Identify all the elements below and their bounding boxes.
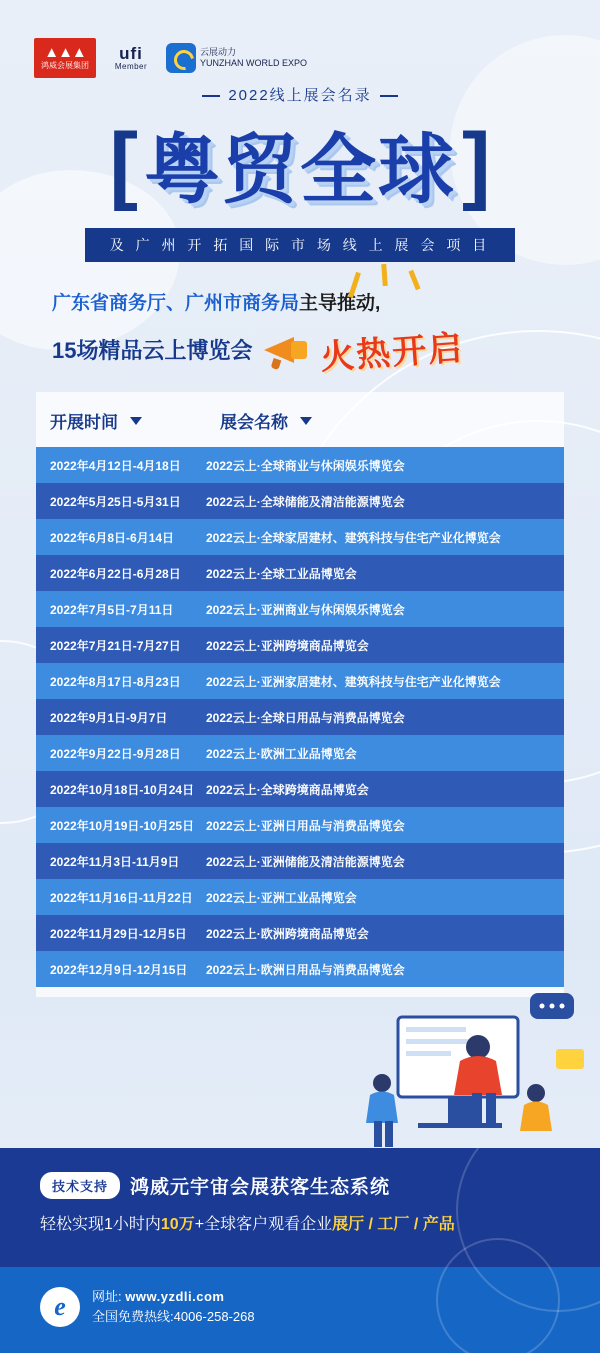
promo-line-2 <box>52 325 600 377</box>
hongwei-mark: ▲▲▲ <box>44 44 86 61</box>
header-eyebrow: 2022线上展会名录 <box>202 84 397 105</box>
table-row[interactable] <box>36 915 564 951</box>
row-date: 2022年11月16日-11月22日 <box>50 890 193 905</box>
column-header-name-label: 展会名称 <box>220 413 288 432</box>
footer <box>0 1148 600 1353</box>
logo-hongwei <box>34 38 96 78</box>
hongwei-name: 鸿威会展集团 <box>41 61 89 70</box>
row-name: 2022云上·全球工业品博览会 <box>206 566 357 581</box>
column-header-date-label: 开展时间 <box>50 413 118 432</box>
table-row[interactable] <box>36 663 564 699</box>
table-row[interactable] <box>36 519 564 555</box>
browser-icon: e <box>40 1287 80 1327</box>
row-name: 2022云上·亚洲工业品博览会 <box>206 890 357 905</box>
table-row[interactable] <box>36 735 564 771</box>
table-row[interactable] <box>36 951 564 987</box>
promo-line1-tail: 主导推动, <box>299 293 381 314</box>
table-row[interactable] <box>36 483 564 519</box>
row-date: 2022年10月19日-10月25日 <box>50 818 195 833</box>
promo-count-text: 15场精品云上博览会 <box>52 338 253 363</box>
table-row[interactable] <box>36 879 564 915</box>
header-title-row <box>0 109 600 218</box>
support-desc-highlight: 10万 <box>160 1216 195 1233</box>
logo-ufi <box>110 45 152 71</box>
support-desc-a: 轻松实现1小时内 <box>40 1216 161 1233</box>
row-date: 2022年6月22日-6月28日 <box>50 566 181 581</box>
website-label: 网址: <box>92 1289 122 1304</box>
spark-icon <box>381 264 388 286</box>
megaphone-icon <box>258 333 316 367</box>
support-title: 鸿威元宇宙会展获客生态系统 <box>130 1177 391 1198</box>
row-name: 2022云上·全球商业与休闲娱乐博览会 <box>206 458 405 473</box>
row-name: 2022云上·全球日用品与消费品博览会 <box>206 710 405 725</box>
promo-line-1 <box>52 288 600 315</box>
row-date: 2022年9月22日-9月28日 <box>50 746 181 761</box>
row-name: 2022云上·亚洲储能及清洁能源博览会 <box>206 854 405 869</box>
row-date: 2022年8月17日-8月23日 <box>50 674 181 689</box>
support-badge: 技术支持 <box>40 1172 120 1199</box>
row-name: 2022云上·欧洲跨境商品博览会 <box>206 926 369 941</box>
table-row[interactable] <box>36 591 564 627</box>
table-row[interactable] <box>36 843 564 879</box>
row-date: 2022年5月25日-5月31日 <box>50 494 181 509</box>
row-name: 2022云上·全球跨境商品博览会 <box>206 782 369 797</box>
yunzhan-name: 云展动力 <box>200 47 237 57</box>
contact-block <box>40 1287 255 1327</box>
table-row[interactable] <box>36 447 564 483</box>
row-name: 2022云上·亚洲日用品与消费品博览会 <box>206 818 405 833</box>
table-row[interactable] <box>36 627 564 663</box>
website-url[interactable]: www.yzdli.com <box>125 1289 225 1304</box>
row-date: 2022年6月8日-6月14日 <box>50 530 175 545</box>
row-date: 2022年11月3日-11月9日 <box>50 854 180 869</box>
website-line[interactable] <box>92 1287 255 1307</box>
table-row[interactable] <box>36 699 564 735</box>
table-header-row <box>36 392 564 447</box>
row-date: 2022年12月9日-12月15日 <box>50 962 188 977</box>
ufi-name: ufi <box>119 44 143 63</box>
row-date: 2022年7月5日-7月11日 <box>50 602 174 617</box>
row-name: 2022云上·欧洲工业品博览会 <box>206 746 357 761</box>
table-row[interactable] <box>36 771 564 807</box>
logo-bar <box>0 0 600 78</box>
chevron-down-icon[interactable] <box>300 417 312 425</box>
row-date: 2022年4月12日-4月18日 <box>50 458 181 473</box>
column-header-date[interactable] <box>36 408 220 433</box>
bracket-right-icon: ] <box>462 115 491 212</box>
header-block <box>0 84 600 262</box>
page-title: 粤贸全球 <box>144 129 456 213</box>
row-name: 2022云上·亚洲家居建材、建筑科技与住宅产业化博览会 <box>206 674 501 689</box>
row-date: 2022年11月29日-12月5日 <box>50 926 187 941</box>
row-name: 2022云上·全球家居建材、建筑科技与住宅产业化博览会 <box>206 530 501 545</box>
row-date: 2022年10月18日-10月24日 <box>50 782 195 797</box>
expo-schedule-table <box>36 392 564 997</box>
header-band: 及 广 州 开 拓 国 际 市 场 线 上 展 会 项 目 <box>85 228 515 262</box>
hotline-line: 全国免费热线:4006-258-268 <box>92 1309 255 1324</box>
row-name: 2022云上·全球储能及清洁能源博览会 <box>206 494 405 509</box>
table-row[interactable] <box>36 807 564 843</box>
promo-hot-text: 火热开启 <box>319 330 466 377</box>
support-desc-b: +全球客户观看企业 <box>194 1216 333 1233</box>
row-name: 2022云上·亚洲商业与休闲娱乐博览会 <box>206 602 405 617</box>
row-name: 2022云上·欧洲日用品与消费品博览会 <box>206 962 405 977</box>
yunzhan-subname: YUNZHAN WORLD EXPO <box>200 58 308 68</box>
decorative-circle <box>436 1238 560 1353</box>
row-name: 2022云上·亚洲跨境商品博览会 <box>206 638 369 653</box>
yunzhan-swirl-icon <box>166 43 196 73</box>
row-date: 2022年7月21日-7月27日 <box>50 638 181 653</box>
table-row[interactable] <box>36 555 564 591</box>
chevron-down-icon[interactable] <box>130 417 142 425</box>
presentation-illustration <box>360 987 590 1157</box>
logo-yunzhan <box>166 43 307 73</box>
support-desc-c: 展厅 / 工厂 / 产品 <box>332 1216 455 1233</box>
promo-authority: 广东省商务厅、广州市商务局 <box>52 293 300 314</box>
bracket-left-icon: [ <box>109 115 138 212</box>
row-date: 2022年9月1日-9月7日 <box>50 710 168 725</box>
ufi-member: Member <box>114 62 148 71</box>
promo-block <box>52 288 600 377</box>
column-header-name[interactable] <box>220 408 564 433</box>
